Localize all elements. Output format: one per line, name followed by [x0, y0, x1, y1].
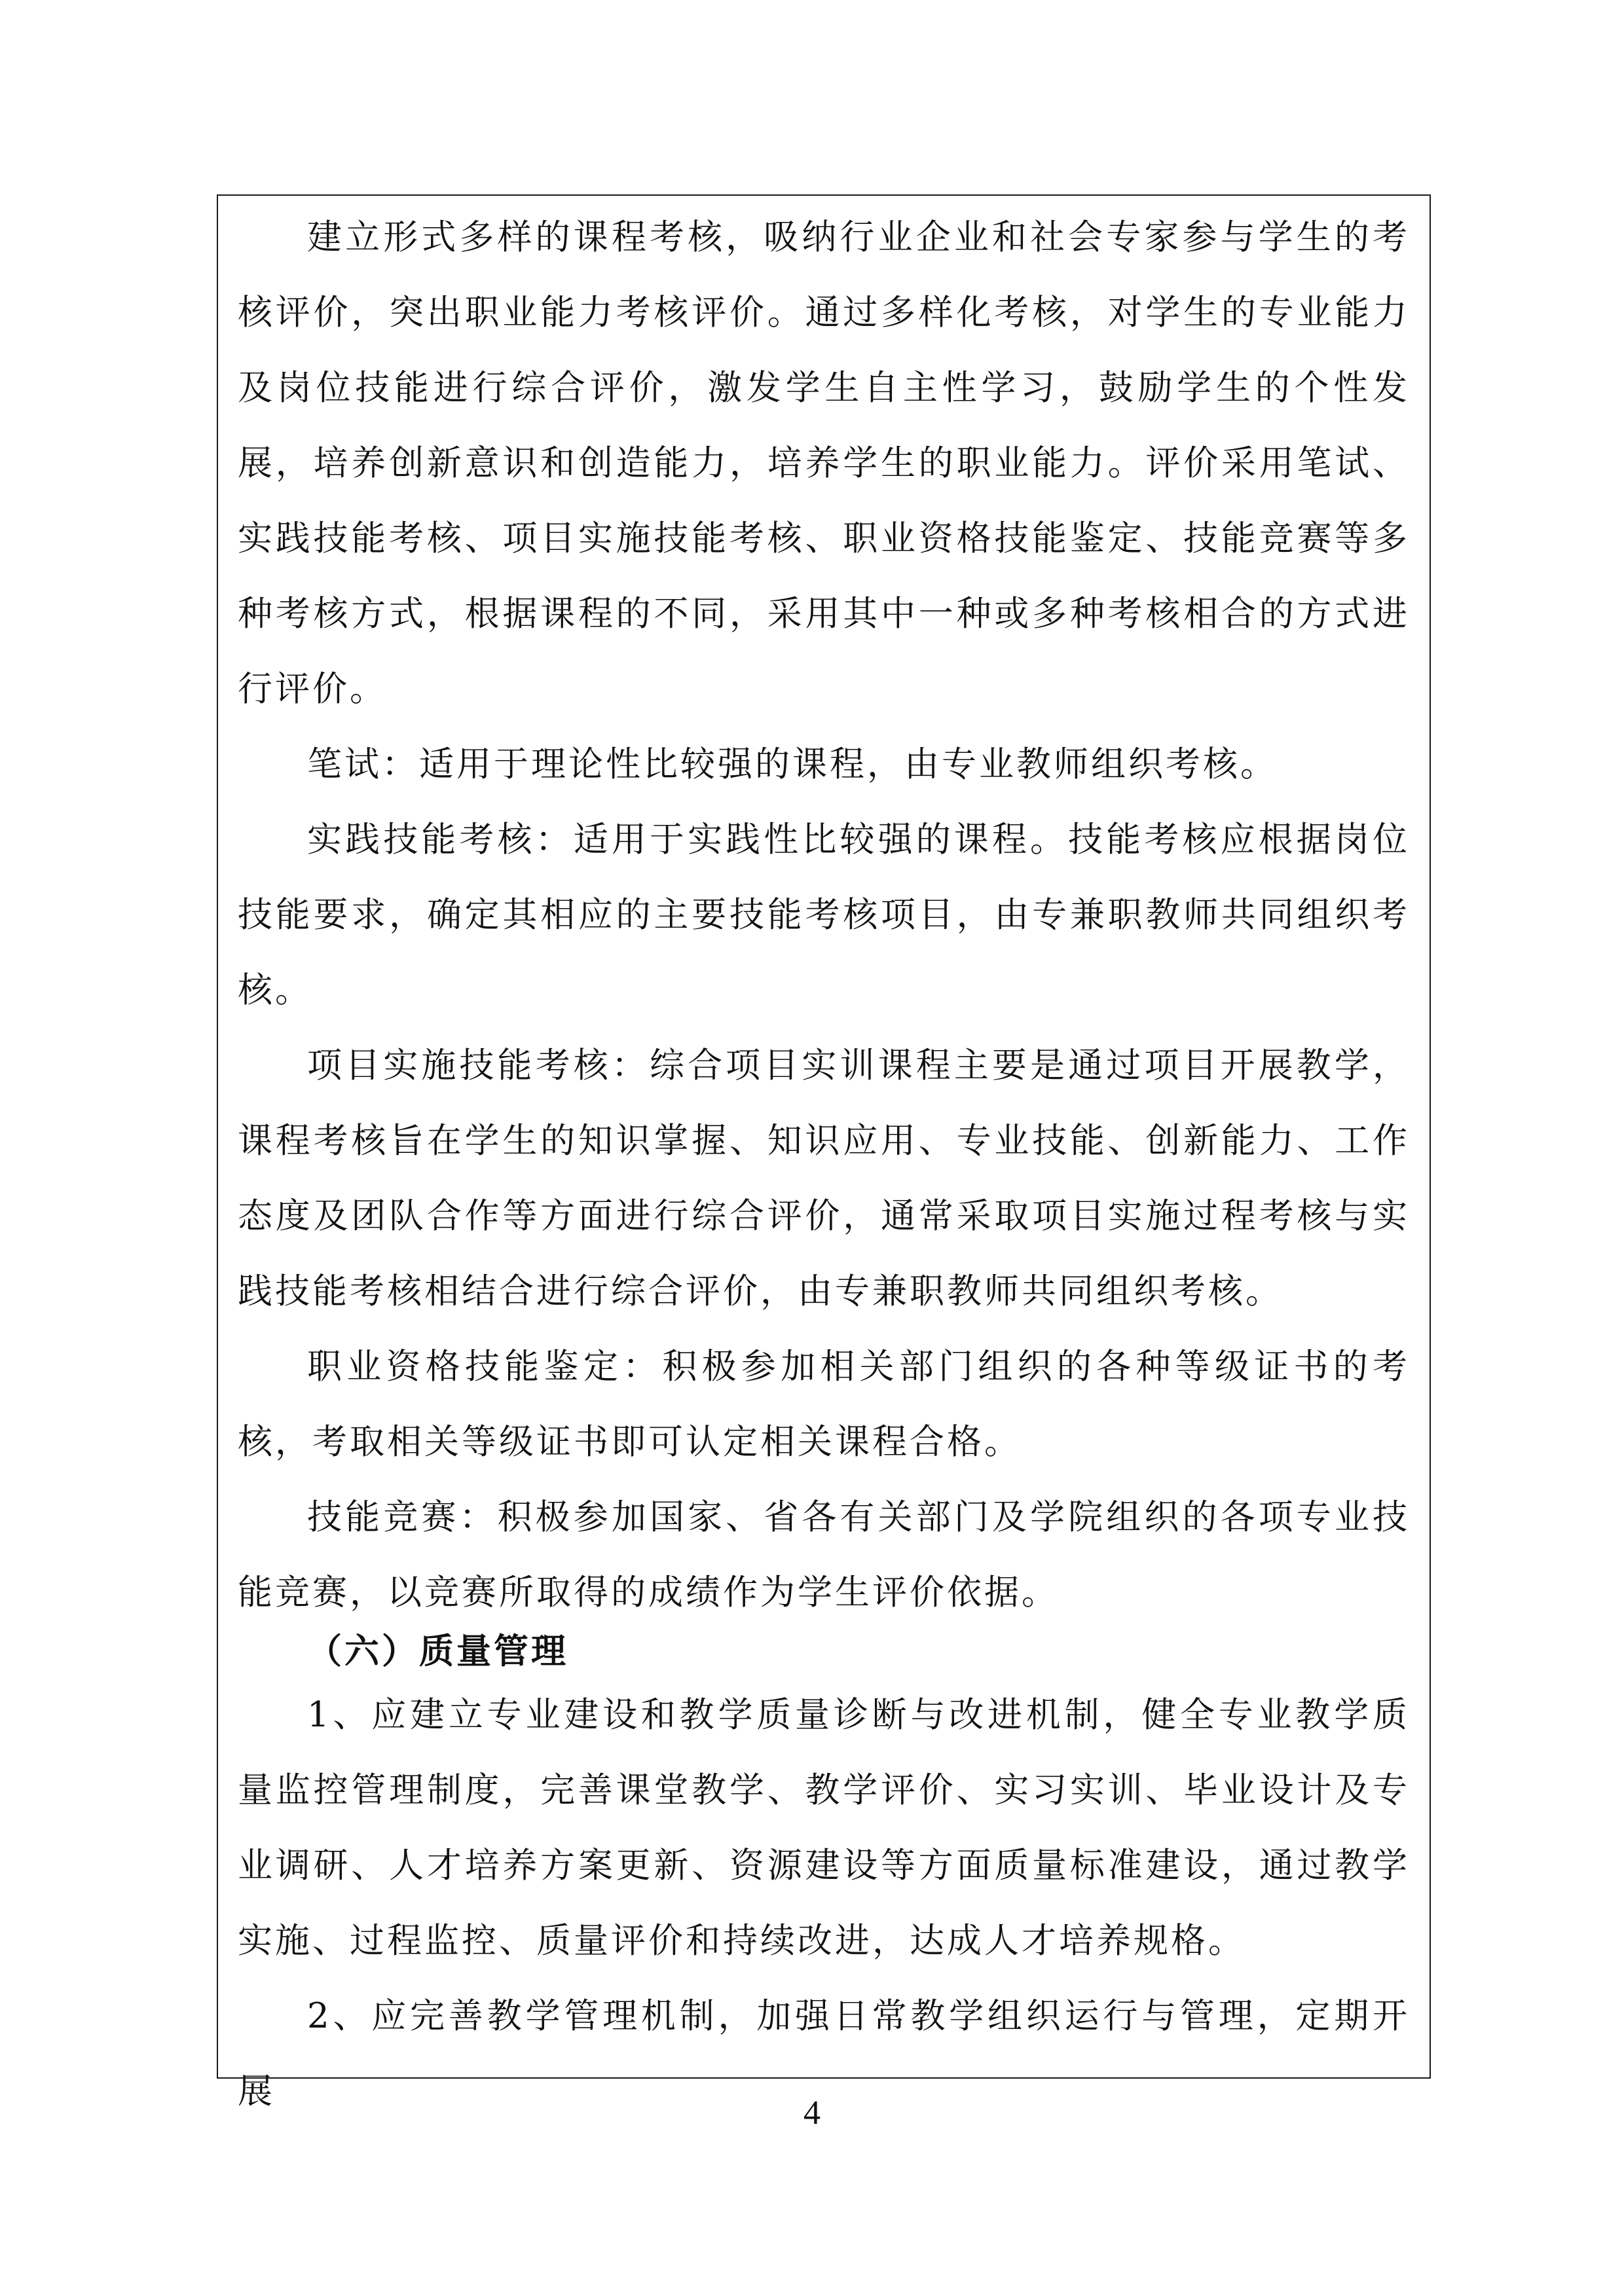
paragraph-practical-skill-assessment: 实践技能考核：适用于实践性比较强的课程。技能考核应根据岗位技能要求，确定其相应的主要技能考核项目，由专兼职教师共同组织考核。: [238, 820, 1410, 1010]
section-heading-quality-management: （六）质量管理: [307, 1631, 568, 1671]
paragraph-quality-item-1: 1、应建立专业建设和教学质量诊断与改进机制，健全专业教学质量监控管理制度，完善课堂教学、教学评价、实习实训、毕业设计及专业调研、人才培养方案更新、资源建设等方面质量标准建设，通过教学实施、过程监控、质量评价和持续改进，达成人才培养规格。: [238, 1695, 1410, 1961]
paragraph-written-exam: 笔试：适用于理论性比较强的课程，由专业教师组织考核。: [307, 744, 1278, 784]
paragraph-vocational-qualification: 职业资格技能鉴定：积极参加相关部门组织的各种等级证书的考核，考取相关等级证书即可认定相关课程合格。: [238, 1347, 1410, 1462]
paragraph-assessment-overview: 建立形式多样的课程考核，吸纳行业企业和社会专家参与学生的考核评价，突出职业能力考核评价。通过多样化考核，对学生的专业能力及岗位技能进行综合评价，激发学生自主性学习，鼓励学生的个性发展，培养创新意识和创造能力，培养学生的职业能力。评价采用笔试、实践技能考核、项目实施技能考核、职业资格技能鉴定、技能竞赛等多种考核方式，根据课程的不同，采用其中一种或多种考核相合的方式进行评价。: [238, 217, 1410, 709]
paragraph-project-skill-assessment: 项目实施技能考核：综合项目实训课程主要是通过项目开展教学，课程考核旨在学生的知识掌握、知识应用、专业技能、创新能力、工作态度及团队合作等方面进行综合评价，通常采取项目实施过程考核与实践技能考核相结合进行综合评价，由专兼职教师共同组织考核。: [238, 1046, 1410, 1311]
document-body: [238, 196, 1410, 2129]
content-frame: [217, 194, 1431, 2111]
paragraph-quality-item-2: 2、应完善教学管理机制，加强日常教学组织运行与管理，定期开展: [238, 1996, 1410, 2111]
paragraph-skill-competition: 技能竞赛：积极参加国家、省各有关部门及学院组织的各项专业技能竞赛，以竞赛所取得的成绩作为学生评价依据。: [238, 1497, 1410, 1613]
page-number: 4: [803, 2094, 821, 2132]
